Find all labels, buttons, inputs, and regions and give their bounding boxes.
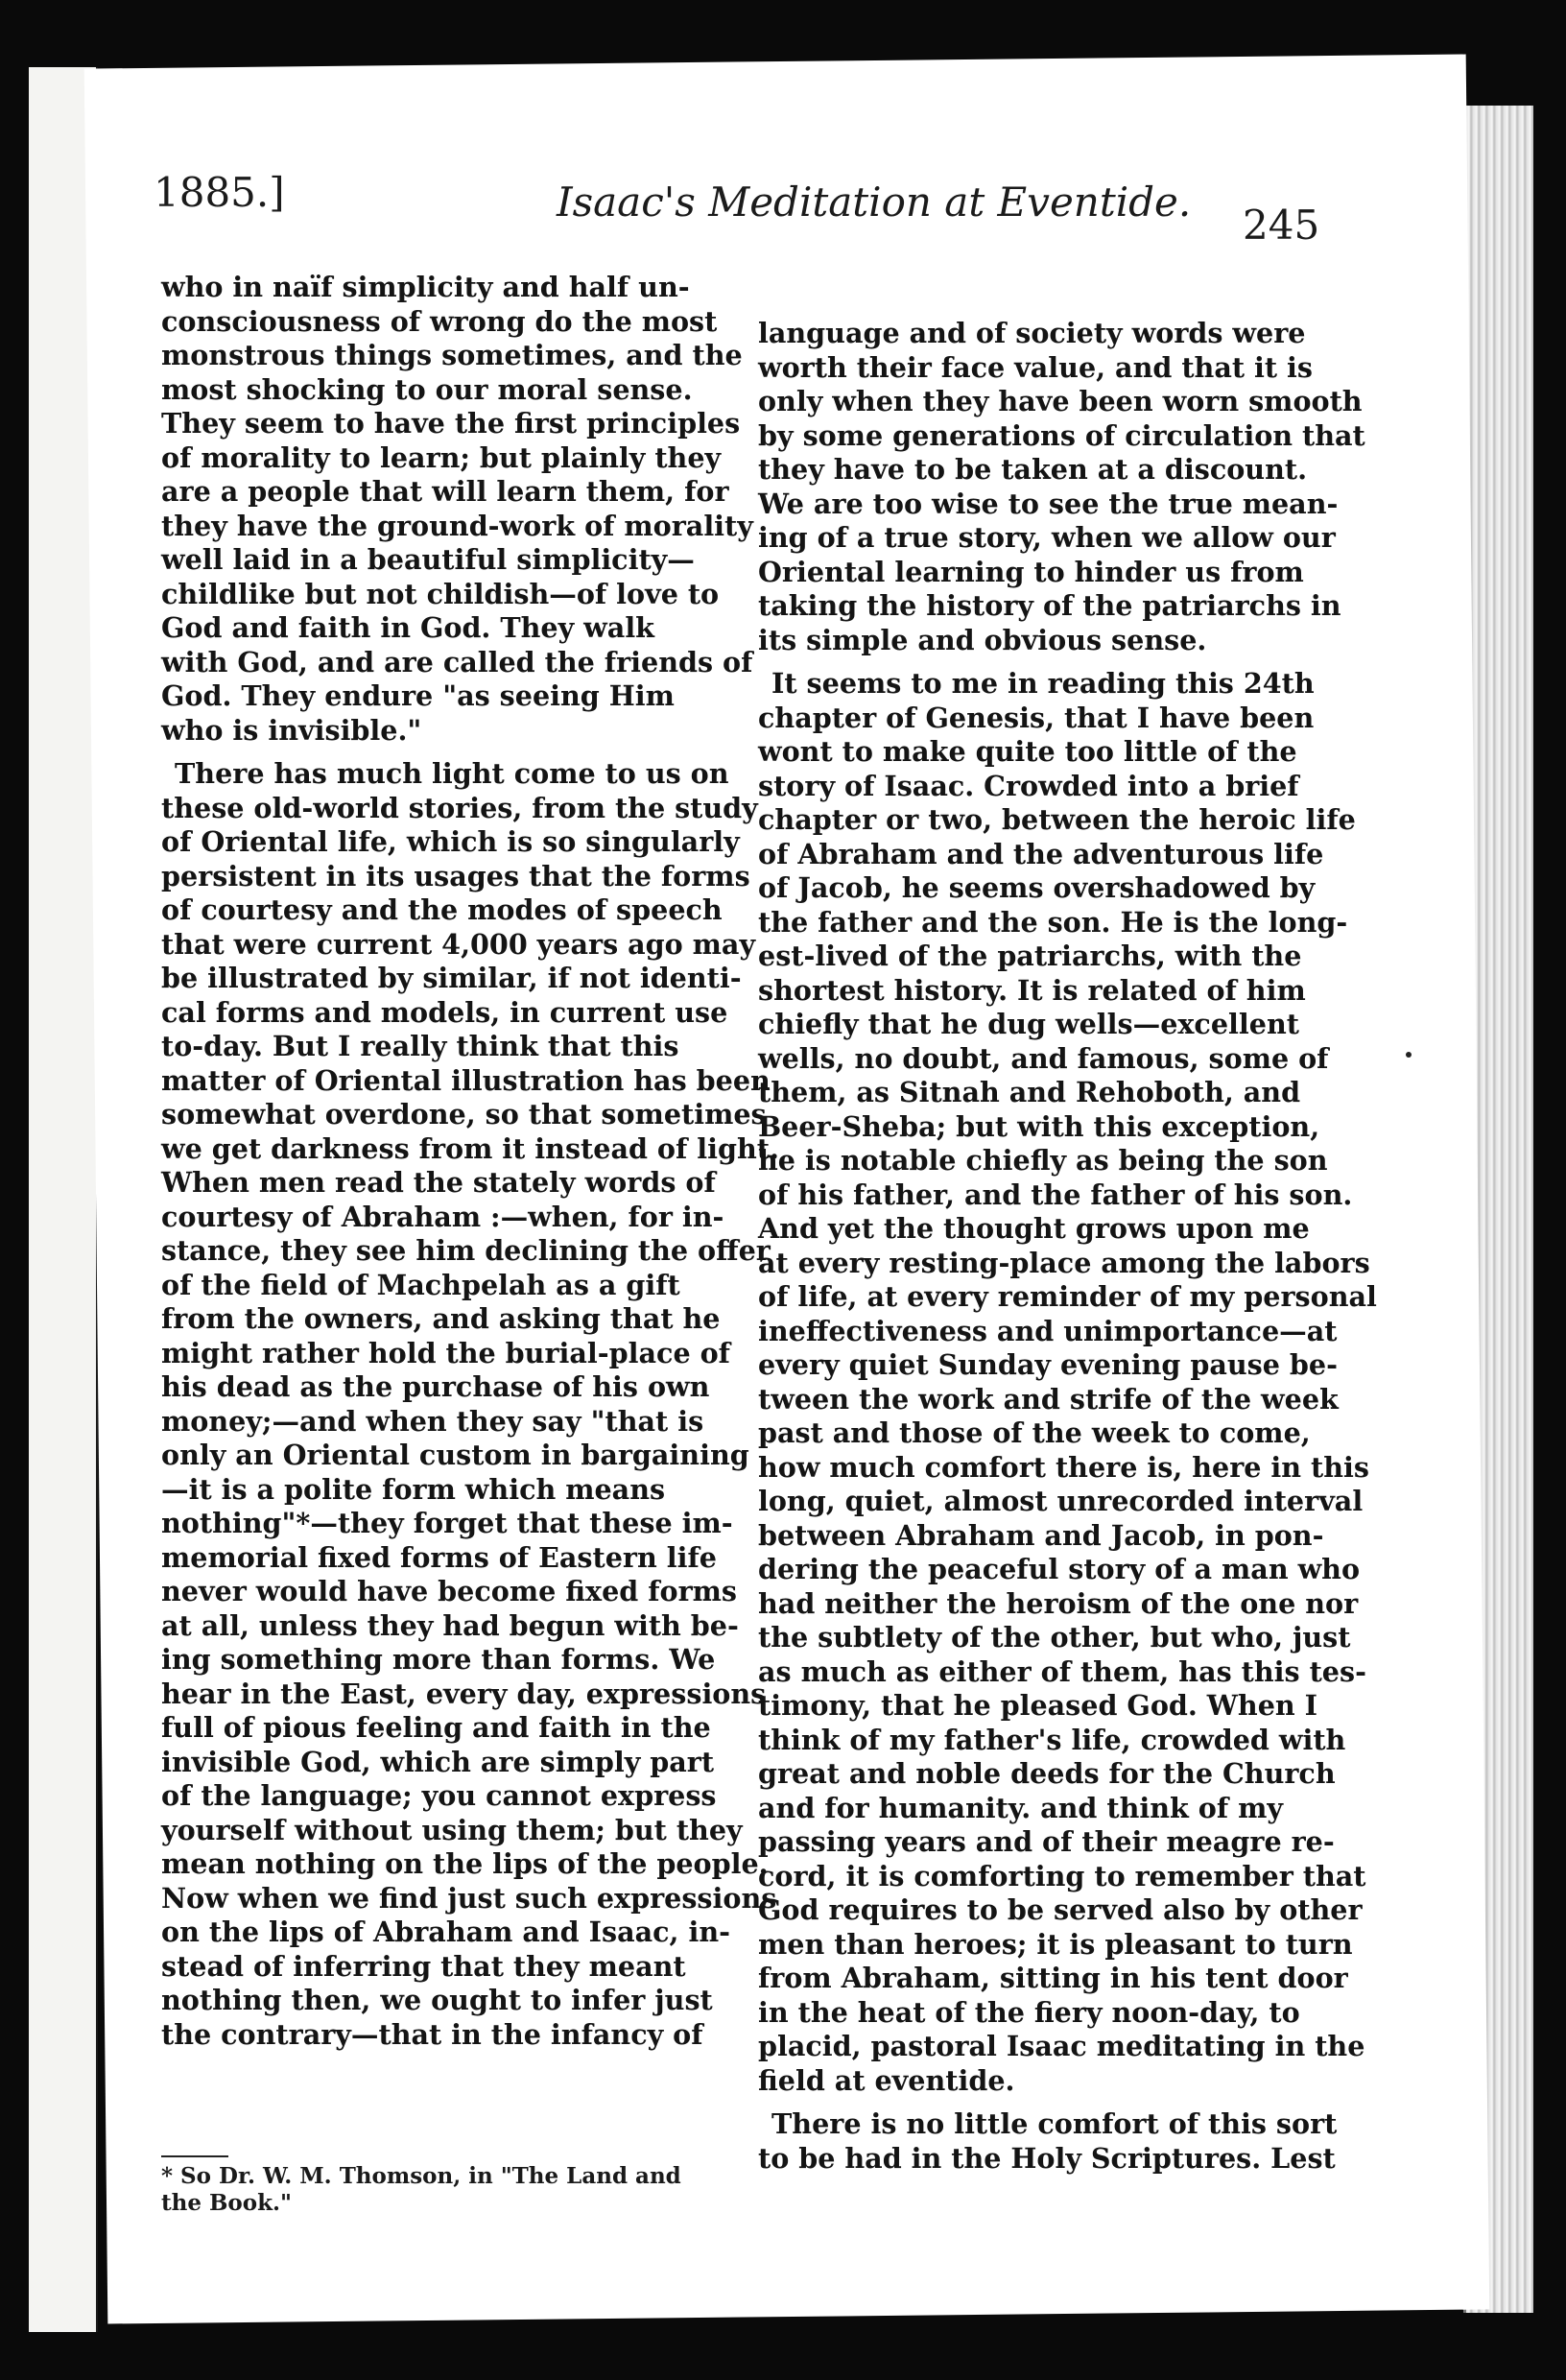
- text-line: God and faith in God. They walk: [161, 611, 654, 644]
- text-line: chapter of Genesis, that I have been: [758, 701, 1315, 734]
- text-line: never would have become fixed forms: [161, 1575, 738, 1607]
- text-line: somewhat overdone, so that sometimes: [161, 1098, 767, 1130]
- left-paragraph-2: [161, 757, 779, 2052]
- text-line: great and noble deeds for the Church: [758, 1757, 1336, 1790]
- text-line: think of my father's life, crowded with: [758, 1723, 1346, 1756]
- text-line: of the language; you cannot express: [161, 1779, 717, 1812]
- text-line: had neither the heroism of the one nor: [758, 1586, 1359, 1620]
- text-line: long, quiet, almost unrecorded interval: [758, 1485, 1364, 1517]
- text-line: they have the ground-work of morality: [161, 509, 753, 542]
- text-line: of morality to learn; but plainly they: [161, 440, 722, 474]
- text-line: tween the work and strife of the week: [758, 1382, 1339, 1416]
- text-line: who is invisible.": [161, 713, 422, 747]
- text-line: placid, pastoral Isaac meditating in the: [758, 2030, 1365, 2062]
- text-line: mean nothing on the lips of the people.: [161, 1847, 769, 1880]
- text-line: God requires to be served also by other: [758, 1893, 1363, 1926]
- text-line: dering the peaceful story of a man who: [758, 1553, 1361, 1585]
- text-line: nothing then, we ought to infer just: [161, 1984, 713, 2016]
- footnote-line: the Book.": [161, 2190, 293, 2216]
- text-line: they have to be taken at a discount.: [758, 453, 1308, 486]
- text-line: courtesy of Abraham :—when, for in-: [161, 1200, 724, 1233]
- text-line: between Abraham and Jacob, in pon-: [758, 1518, 1324, 1552]
- text-line: by some generations of circulation that: [758, 418, 1365, 452]
- text-line: of Abraham and the adventurous life: [758, 837, 1324, 870]
- text-line: of his father, and the father of his son.: [758, 1178, 1353, 1211]
- scan-speck: [1406, 1052, 1412, 1058]
- text-line: of the field of Machpelah as a gift: [161, 1268, 680, 1301]
- text-line: Beer-Sheba; but with this exception,: [758, 1109, 1320, 1143]
- text-line: worth their face value, and that it is: [758, 350, 1313, 384]
- text-line: his dead as the purchase of his own: [161, 1370, 710, 1403]
- text-line: There is no little comfort of this sort: [771, 2107, 1338, 2140]
- text-line: its simple and obvious sense.: [758, 623, 1207, 656]
- text-line: at every resting-place among the labors: [758, 1246, 1370, 1279]
- text-line: cord, it is comforting to remember that: [758, 1859, 1366, 1892]
- right-paragraph-1: [758, 317, 1365, 657]
- text-line: It seems to me in reading this 24th: [771, 667, 1315, 700]
- text-line: on the lips of Abraham and Isaac, in-: [161, 1916, 730, 1948]
- text-line: When men read the stately words of: [161, 1166, 716, 1199]
- text-line: hear in the East, every day, expressions: [161, 1677, 767, 1710]
- text-line: in the heat of the fiery noon-day, to: [758, 1995, 1300, 2029]
- text-line: be illustrated by similar, if not identi-: [161, 962, 742, 994]
- text-line: cal forms and models, in current use: [161, 995, 728, 1029]
- text-line: most shocking to our moral sense.: [161, 372, 693, 406]
- footnote-line: * So Dr. W. M. Thomson, in "The Land and: [161, 2163, 681, 2189]
- text-line: ing of a true story, when we allow our: [758, 521, 1336, 554]
- text-line: and for humanity. and think of my: [758, 1791, 1283, 1824]
- text-line: language and of society words were: [758, 317, 1306, 349]
- left-paragraph-1: [161, 271, 753, 748]
- text-line: invisible God, which are simply part: [161, 1745, 715, 1778]
- text-line: ineffectiveness and unimportance—at: [758, 1314, 1338, 1347]
- text-line: from Abraham, sitting in his tent door: [758, 1962, 1348, 1994]
- text-line: these old-world stories, from the study: [161, 791, 758, 824]
- text-line: of life, at every reminder of my personal: [758, 1280, 1377, 1313]
- left-column: [161, 271, 779, 2061]
- text-line: of courtesy and the modes of speech: [161, 893, 723, 926]
- text-line: are a people that will learn them, for: [161, 475, 729, 508]
- text-line: memorial fixed forms of Eastern life: [161, 1540, 717, 1574]
- text-line: the contrary—that in the infancy of: [161, 2017, 703, 2051]
- text-line: Now when we find just such expressions: [161, 1881, 777, 1915]
- text-line: ing something more than forms. We: [161, 1643, 716, 1676]
- text-line: chapter or two, between the heroic life: [758, 803, 1356, 836]
- text-line: of Oriental life, which is so singularly: [161, 825, 740, 858]
- text-line: past and those of the week to come,: [758, 1416, 1311, 1449]
- text-line: well laid in a beautiful simplicity—: [161, 543, 695, 576]
- text-line: God. They endure "as seeing Him: [161, 679, 675, 712]
- running-header: [154, 169, 1320, 249]
- text-line: from the owners, and asking that he: [161, 1302, 721, 1335]
- text-line: There has much light come to us on: [175, 757, 729, 790]
- text-line: We are too wise to see the true mean-: [758, 487, 1339, 520]
- text-line: them, as Sitnah and Rehoboth, and: [758, 1076, 1301, 1108]
- text-line: as much as either of them, has this tes-: [758, 1654, 1366, 1688]
- text-line: wont to make quite too little of the: [758, 735, 1297, 768]
- text-line: persistent in its usages that the forms: [161, 859, 750, 892]
- text-line: to be had in the Holy Scriptures. Lest: [758, 2141, 1336, 2175]
- text-line: the subtlety of the other, but who, just: [758, 1621, 1351, 1654]
- header-title: Isaac's Meditation at Eventide.: [557, 178, 1192, 226]
- page-number: 245: [1243, 202, 1320, 249]
- text-line: shortest history. It is related of him: [758, 973, 1306, 1007]
- text-line: matter of Oriental illustration has been: [161, 1063, 771, 1097]
- text-line: passing years and of their meagre re-: [758, 1825, 1335, 1858]
- text-line: yourself without using them; but they: [161, 1813, 743, 1846]
- text-line: monstrous things sometimes, and the: [161, 339, 743, 371]
- text-line: story of Isaac. Crowded into a brief: [758, 769, 1299, 802]
- right-paragraph-2: [758, 667, 1377, 2098]
- text-line: only when they have been worn smooth: [758, 385, 1363, 417]
- text-line: They seem to have the first principles: [161, 407, 741, 440]
- text-line: men than heroes; it is pleasant to turn: [758, 1927, 1353, 1961]
- text-line: he is notable chiefly as being the son: [758, 1144, 1328, 1177]
- text-line: at all, unless they had begun with be-: [161, 1608, 739, 1642]
- text-line: every quiet Sunday evening pause be-: [758, 1348, 1338, 1381]
- text-line: chiefly that he dug wells—excellent: [758, 1008, 1299, 1040]
- text-line: only an Oriental custom in bargaining: [161, 1439, 749, 1471]
- text-line: timony, that he pleased God. When I: [758, 1689, 1318, 1722]
- text-line: might rather hold the burial-place of: [161, 1336, 730, 1369]
- text-line: nothing"*—they forget that these im-: [161, 1507, 733, 1539]
- footnote-rule: [161, 2155, 228, 2157]
- right-paragraph-3: [758, 2107, 1338, 2176]
- text-line: wells, no doubt, and famous, some of: [758, 1041, 1329, 1075]
- text-line: childlike but not childish—of love to: [161, 577, 720, 610]
- text-line: field at eventide.: [758, 2063, 1015, 2097]
- header-year: 1885.]: [154, 169, 285, 216]
- text-line: est-lived of the patriarchs, with the: [758, 940, 1302, 972]
- text-line: stance, they see him declining the offer: [161, 1234, 771, 1267]
- text-line: who in naïf simplicity and half un-: [161, 271, 690, 303]
- text-line: full of pious feeling and faith in the: [161, 1711, 711, 1744]
- text-line: consciousness of wrong do the most: [161, 304, 718, 338]
- text-line: taking the history of the patriarchs in: [758, 589, 1341, 622]
- text-line: with God, and are called the friends of: [161, 645, 753, 678]
- text-line: stead of inferring that they meant: [161, 1949, 686, 1983]
- footnote: [161, 2155, 713, 2217]
- text-line: that were current 4,000 years ago may: [161, 927, 756, 961]
- text-line: —it is a polite form which means: [161, 1472, 666, 1506]
- text-line: how much comfort there is, here in this: [758, 1450, 1369, 1484]
- text-line: Oriental learning to hinder us from: [758, 555, 1304, 588]
- text-line: the father and the son. He is the long-: [758, 905, 1348, 939]
- text-line: we get darkness from it instead of light.: [161, 1131, 779, 1165]
- text-line: of Jacob, he seems overshadowed by: [758, 871, 1316, 904]
- text-line: money;—and when they say "that is: [161, 1404, 704, 1438]
- right-column: [758, 317, 1377, 2185]
- text-line: And yet the thought grows upon me: [758, 1212, 1310, 1245]
- text-line: to-day. But I really think that this: [161, 1030, 679, 1062]
